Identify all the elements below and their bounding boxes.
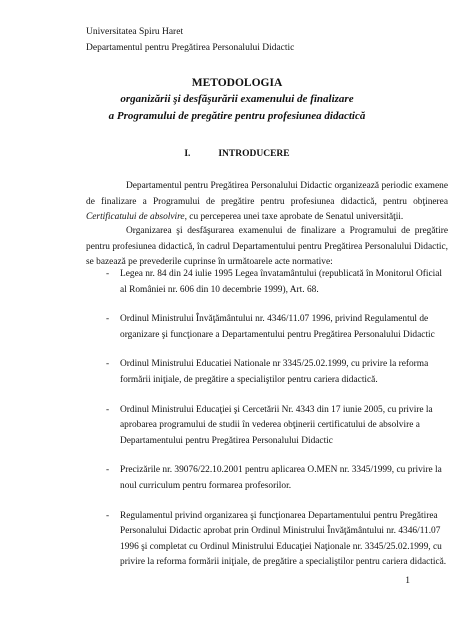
document-subtitle-line-1: organizării şi desfăşurării examenului de finalizare <box>120 93 354 105</box>
list-dash: - <box>106 314 110 325</box>
list-item-text: Ordinul Ministrului Învăţământului nr. 4346/11.07 1996, privind Regulamentul de organizare şi funcţionare a Departamentului pentru Pregătirea Personalului Didactic <box>120 314 435 340</box>
header-department: Departamentul pentru Pregătirea Personalului Didactic <box>86 43 295 53</box>
list-dash: - <box>106 359 110 370</box>
document-title: METODOLOGIA <box>191 77 283 89</box>
paragraph-2 <box>86 224 448 271</box>
document-title-block <box>0 75 474 125</box>
paragraph-1-text-start: Departamentul pentru Pregătirea Personalului Didactic organizează periodic examene de finalizare a Programului de pregătire pentru profesiunea didactică, pentru obţinerea <box>86 181 448 207</box>
list-item <box>108 403 448 450</box>
paragraph-1-italic-term: Certificatului de absolvire <box>86 212 185 223</box>
normative-acts-list <box>108 267 448 585</box>
section-title: INTRODUCERE <box>218 149 290 159</box>
list-item-text: Ordinul Ministrului Educatiei Nationale nr 3345/25.02.1999, cu privire la reforma formării iniţiale, de pregătire a specialiştilor pentru cariera didactică. <box>120 359 429 385</box>
list-item-text: Regulamentul privind organizarea şi funcţionarea Departamentului pentru Pregătirea Personalului Didactic aprobat prin Ordinul Ministrului Învăţământului nr. 4346/11.07 1996 şi completat cu Ordinul Ministrului Educaţiei Naţionale nr. 3345/25.02.1999, cu privire la reforma formării iniţiale, de pregătire a specialiştilor pentru cariera didactică. <box>120 510 447 568</box>
list-item <box>108 267 448 298</box>
list-item <box>108 357 448 388</box>
section-number: I. <box>184 149 191 159</box>
header-university: Universitatea Spiru Haret <box>86 27 184 37</box>
list-item-text: Precizările nr. 39076/22.10.2001 pentru aplicarea O.MEN nr. 3345/1999, cu privire la noul curriculum pentru formarea profesorilor. <box>120 465 442 491</box>
section-heading <box>0 149 474 159</box>
paragraph-2-text: Organizarea şi desfăşurarea examenului de finalizare a Programului de pregătire pentru profesiunea didactică, în cadrul Departamentului pentru Pregătirea Personalului Didactic, se bazează pe prevederile cuprinse în următoarele acte normative: <box>86 226 448 268</box>
list-item-text: Legea nr. 84 din 24 iulie 1995 Legea învatamântului (republicată în Monitorul Oficial al României nr. 606 din 10 decembrie 1999), Art. 68. <box>120 269 443 295</box>
list-item <box>108 463 448 494</box>
list-dash: - <box>106 465 110 476</box>
list-dash: - <box>106 269 110 279</box>
list-dash: - <box>106 404 110 415</box>
paragraph-1-text-end: , cu perceperea unei taxe aprobate de Senatul universităţii. <box>184 212 404 223</box>
paragraph-1 <box>86 179 448 226</box>
list-item <box>108 312 448 343</box>
list-dash: - <box>106 510 110 521</box>
page-number: 1 <box>405 576 410 586</box>
document-subtitle-line-2: a Programului de pregătire pentru profesiunea didactică <box>108 110 366 122</box>
list-item-text: Ordinul Ministrului Educaţiei şi Cercetării Nr. 4343 din 17 iunie 2005, cu privire la aprobarea programului de studii în vederea obţinerii certificatului de absolvire a Departamentului pentru Pregătirea Personalului Didactic <box>120 404 433 446</box>
page-header <box>86 24 294 56</box>
list-item <box>108 509 448 571</box>
